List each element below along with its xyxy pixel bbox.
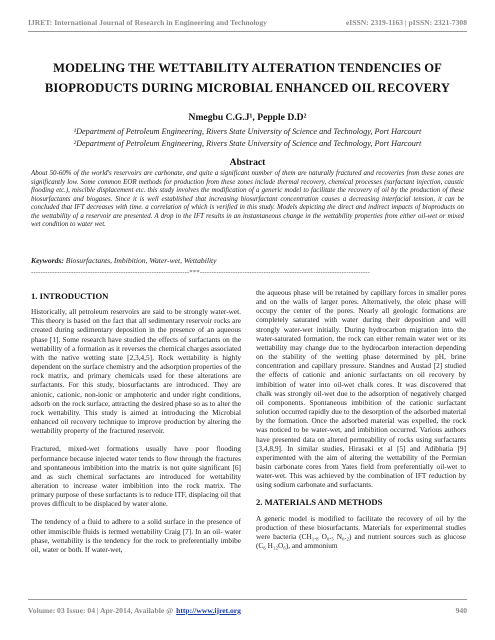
section-divider: -------------------------------------------------------------------***------------------------------------------------------------------------ — [31, 269, 371, 276]
abstract-heading: Abstract — [229, 157, 266, 168]
journal-issn: eISSN: 2319-1163 | pISSN: 2321-7308 — [345, 17, 467, 27]
intro-paragraph-1: Historically, all petroleum reservoirs are said to be strongly water-wet. This theory is based on the fact that all sedimentary reservoir rocks are created during sedimentary deposition in the presence of an aqueous phase [1]. Some research have studied the effects of surfactants on the wettability of a formation as it reverses the chemical charges associated with the native wetting state [2,3,4,5]. Rock wettability is highly dependent on the surface chemistry and the adsorption properties of the rock matrix, and primary chemicals used for these alterations are surfactants. For this study, biosurfactants are introduced. They are anionic, cationic, non-ionic or amphoteric and under right conditions, adsorb on the rock surface, attracting the desired phase so as to alter the rock wettability. This study is aimed at introducing the Microbial enhanced oil recovery technique to improve production by altering the wettability property of the fractured reservoir. — [31, 307, 241, 436]
right-paragraph-1: the aqueous phase will be retained by capillary forces in smaller pores and on the walls of larger pores. Alternatively, the oleic phase will occupy the center of the pores. Nearly all geologic formations are completely saturated with water during their deposition and will strongly water-wet initially. During hydrocarbon migration into the water-saturated formation, the rock can either remain water wet or its wettability may change due to the hydrocarbon interaction depending on the stability of the wetting phase determined by pH, brine concentration and capillary pressure. Standnes and Austad [2] studied the effects of cationic and anionic surfactants on oil recovery by imbibition of water into oil-wet chalk cores. It was discovered that chalk was strongly oil-wet due to the adsorption of negatively charged oil components. Spontaneous imbibition of the cationic surfactant solution occurred rapidly due to the desorption of the adsorbed material by the formation. Once the adsorbed material was expelled, the rock was noticed to be water-wet, and imbibition occurred. Various authors have presented data on altered permeability of rocks using surfactants [3,4,8,9]. In similar studies, Hirasaki et al [5] and Adibhatia [9] experimented with the aim of altering the wettability of the Permian basin carbonate cores from Yates field from preferentially oil-wet to water-wet. This was achieved by the combination of IFT reduction by using sodium carbonate and surfactants. — [256, 288, 466, 490]
affiliation-2: ²Department of Petroleum Engineering, Rivers State University of Science and Technology, Port Harcourt — [73, 139, 422, 148]
affiliation-1: ¹Department of Petroleum Engineering, Rivers State University of Science and Technology, Port Harcourt — [73, 127, 422, 136]
right-column — [256, 288, 466, 559]
paper-authors: Nmegbu C.G.J¹, Pepple D.D² — [188, 112, 307, 123]
left-column — [31, 288, 241, 563]
page-footer — [28, 603, 467, 617]
footer-rule — [28, 599, 467, 600]
journal-header — [28, 14, 467, 30]
title-line-2: BIOPRODUCTS DURING MICROBIAL ENHANCED OIL RECOVERY — [44, 81, 451, 95]
header-rule — [28, 31, 467, 32]
methods-paragraph-1: A generic model is modified to facilitate the recovery of oil by the production of these biosurfactants. Materials for experimental studies were bacteria (CH₁.₈ O₀.₅ N₀.₂) and nutrient sources such as glucose (C₆ H₁₂O₆), and ammonium — [256, 513, 466, 551]
intro-paragraph-2: Fractured, mixed-wet formations usually have poor flooding performance because injected water tends to flow through the fractures and spontaneous imbibition into the matrix is not quite significant [6] and as such chemical surfactants are introduced for wettability alteration to increase water imbibition into the rock matrix. The primary purpose of these surfactants is to reduce ITF, displacing oil that proves difficult to be displaced by water alone. — [31, 444, 241, 509]
footer-volume: Volume: 03 Issue: 04 | Apr-2014, Available @ — [28, 605, 174, 615]
methods-heading: 2. MATERIALS AND METHODS — [256, 497, 383, 508]
keywords-label: Keywords: — [31, 256, 64, 265]
title-line-1: MODELING THE WETTABILITY ALTERATION TENDENCIES OF — [53, 61, 442, 75]
intro-paragraph-3: The tendency of a fluid to adhere to a solid surface in the presence of other immiscible fluids is termed wettability Craig [7]. In an oil- water phase, wettability is the tendency for the rock to preferentially imbibe oil, water or both. If water-wet, — [31, 517, 241, 554]
introduction-heading: 1. INTRODUCTION — [31, 291, 109, 301]
abstract-text: About 50-60% of the world's reservoirs are carbonate, and quite a significant number of them are naturally fractured and recoveries from these zones are significantly low. Some common EOR methods for production from these zones include thermal recovery, chemical processes (surfactant injection, caustic flooding etc.), miscible displacement etc. this study involves the modification of a generic model to facilitate the recovery of oil by the production of these biosurfactants and biogases. Since it is well established that increasing biosurfactant concentration causes a decreasing interfacial tension, it can be concluded that IFT decreases with time. a correlation of which is verified in this study. Models depicting the direct and indirect impacts of bioproducts on the wettability of a reservoir are presented. A drop in the IFT results in an instantaneous change in the wettability properties from either oil-wet or mixed wet condition to water wet. — [31, 170, 464, 228]
paper-title — [30, 58, 465, 98]
keywords — [31, 256, 464, 265]
footer-link[interactable]: http://www.ijret.org — [176, 605, 241, 615]
journal-name: IJRET: International Journal of Research in Engineering and Technology — [28, 17, 267, 27]
page-number: 940 — [455, 605, 467, 615]
keywords-text: Biosurfactants, Imbibition, Water-wet, Wettability — [63, 256, 217, 265]
